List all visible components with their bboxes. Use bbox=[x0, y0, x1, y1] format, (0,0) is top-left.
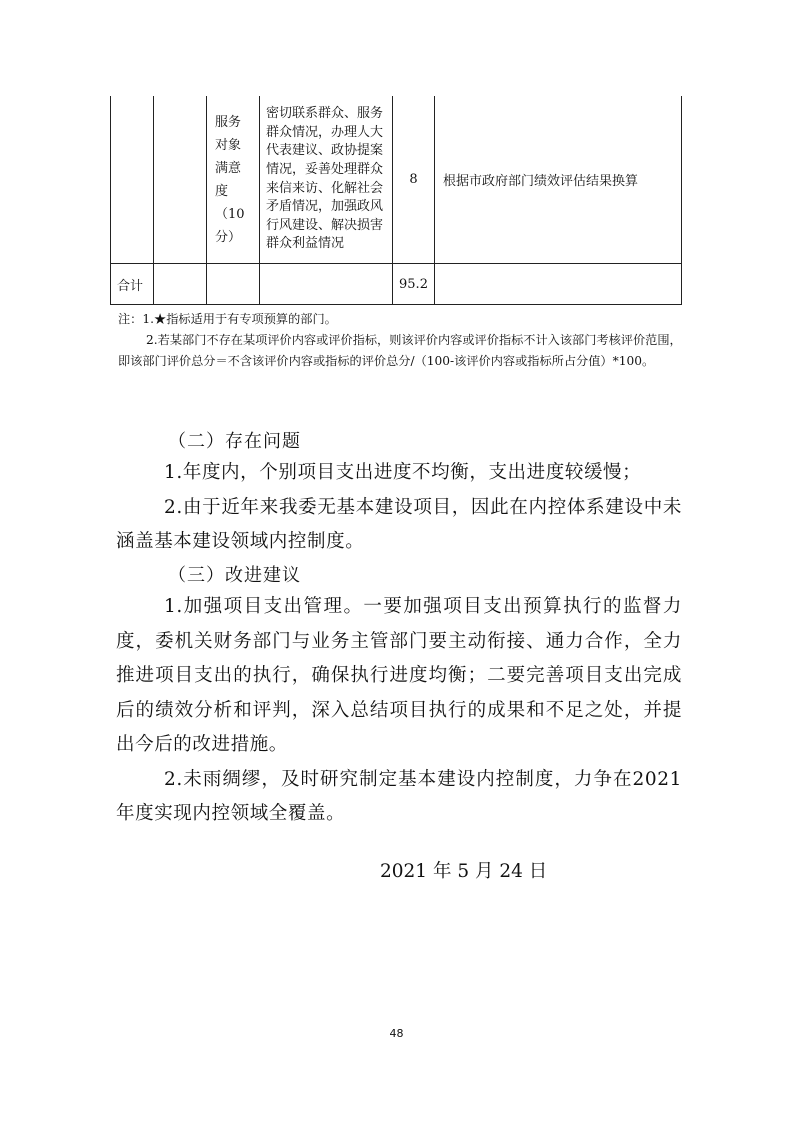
table-cell-empty bbox=[435, 264, 682, 305]
table-notes bbox=[118, 309, 688, 372]
table-cell-blank-1 bbox=[111, 96, 154, 264]
section-heading-problems: （二）存在问题 bbox=[168, 431, 301, 452]
total-label-cell: 合计 bbox=[111, 264, 154, 305]
scoring-basis-cell: 根据市政府部门绩效评估结果换算 bbox=[435, 96, 682, 264]
table-cell-empty bbox=[154, 264, 207, 305]
note-1: 注：1.★指标适用于有专项预算的部门。 bbox=[118, 312, 337, 326]
page-number: 48 bbox=[389, 1027, 404, 1040]
problem-paragraph-2: 2.由于近年来我委无基本建设项目，因此在内控体系建设中未涵盖基本建设领域内控制度。 bbox=[116, 496, 682, 552]
note-2: 2.若某部门不存在某项评价内容或评价指标，则该评价内容或评价指标不计入该部门考核评价范围，即该部门评价总分＝不含该评价内容或指标的评价总分/（100-该评价内容或指标所占分值）*100。 bbox=[118, 333, 682, 368]
indicator-detail-cell: 密切联系群众、服务群众情况，办理人大代表建议、政协提案情况，妥善处理群众来信来访、化解社会矛盾情况，加强政风行风建设、解决损害群众利益情况 bbox=[260, 96, 393, 264]
evaluation-table bbox=[110, 96, 682, 305]
suggestion-paragraph-2: 2.未雨绸缪，及时研究制定基本建设内控制度，力争在2021年度实现内控领域全覆盖。 bbox=[116, 768, 682, 824]
score-cell: 8 bbox=[393, 96, 435, 264]
indicator-name-cell: 服务对象满意度（10分） bbox=[207, 96, 260, 264]
table-cell-empty bbox=[207, 264, 260, 305]
problem-paragraph-1: 1.年度内，个别项目支出进度不均衡，支出进度较缓慢； bbox=[164, 462, 642, 483]
total-score-cell: 95.2 bbox=[393, 264, 435, 305]
table-cell-blank-2 bbox=[154, 96, 207, 264]
document-date: 2021 年 5 月 24 日 bbox=[380, 861, 548, 882]
table-row-total bbox=[111, 264, 682, 305]
problems-body bbox=[116, 456, 682, 560]
table-cell-empty bbox=[260, 264, 393, 305]
suggestion-paragraph-1: 1.加强项目支出管理。一要加强项目支出预算执行的监督力度，委机关财务部门与业务主管部门要主动衔接、通力合作，全力推进项目支出的执行，确保执行进度均衡；二要完善项目支出完成后的绩效分析和评判，深入总结项目执行的成果和不足之处，并提出今后的改进措施。 bbox=[116, 596, 682, 755]
table-row-service-satisfaction bbox=[111, 96, 682, 264]
section-heading-suggestions: （三）改进建议 bbox=[168, 565, 301, 586]
suggestions-body bbox=[116, 590, 682, 832]
